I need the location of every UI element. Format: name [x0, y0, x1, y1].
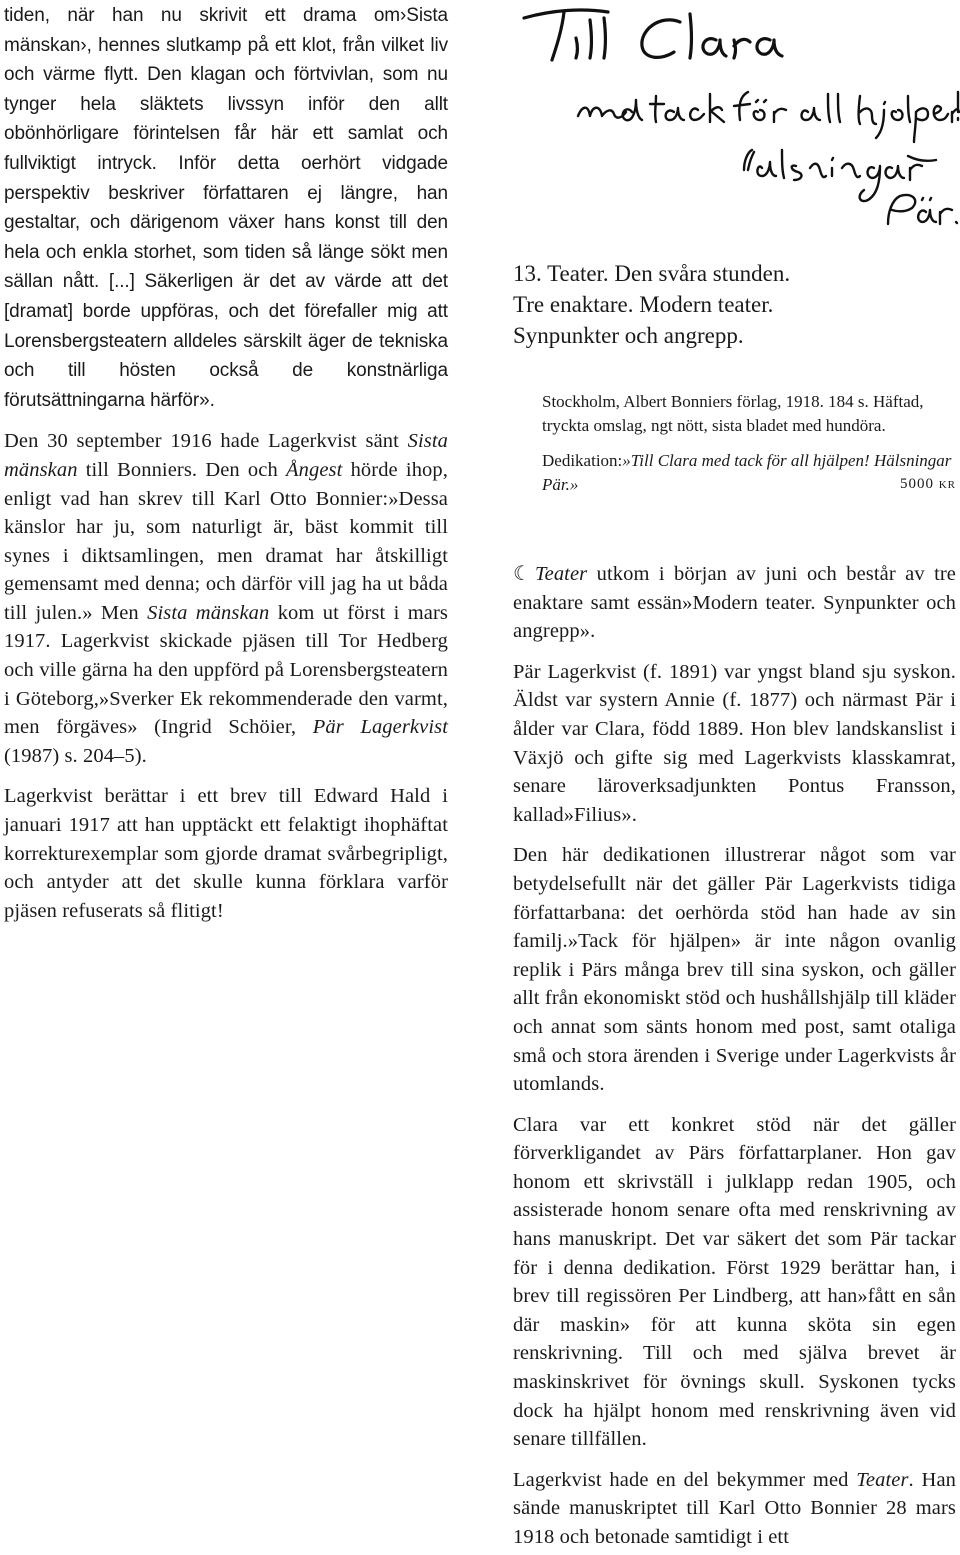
entry-title-line: Tre enaktare. Modern teater.: [513, 292, 774, 317]
title-italic: Sista mänskan: [147, 601, 270, 624]
body-paragraph: [4, 427, 448, 770]
body-paragraph: Lagerkvist berättar i ett brev till Edward Hald i januari 1917 att han upptäckt ett felaktigt ihophäftat korrekturexemplar som gjorde dramat svårbegripligt, och antyder att det skulle kunna förklara varför pjäsen refuserats så flitigt!: [4, 785, 448, 922]
entry-title: [513, 258, 953, 351]
text-run: utkom i början av juni och består av tre enaktare samt essän»Modern teater. Synpunkter och angrepp».: [513, 563, 956, 643]
quote-text-sans: tiden, när han nu skrivit ett drama om›Sista mänskan›, hennes slutkamp på ett klot, från vilket liv och värme flytt. Den klagan och förtvivlan, som nu tynger hela släktets livssyn inför den allt obönhörligare förintelsen får här ett samlat och fullviktigt intryck.: [4, 5, 448, 174]
title-italic: Teater: [856, 1468, 909, 1491]
note-paragraph: Clara var ett konkret stöd när det gäller förverkligandet av Pärs författarplaner. Hon gav honom ett skrivställ i julklapp redan 1905, och assisterade honom senare ofta med renskrivning av hans manuskript. Det var säkert det som Pär tackar för i denna dedikation. Först 1929 berättar han, i brev till regissören Per Lindberg, att han»fått en sån där maskin» för att kunna sköta sin egen renskrivning. Till och med själva brevet är maskinskrivet för övnings skull. Syskonen tycks dock ha hjälpt honom med renskrivning även vid senare tillfällen.: [513, 1113, 956, 1451]
dedication-label: Dedikation:: [542, 451, 623, 470]
title-italic: Teater: [535, 563, 588, 585]
title-italic: Pär Lagerkvist: [312, 716, 448, 739]
text-run: kom ut först i mars 1917. Lagerkvist skickade pjäsen till Tor Hedberg och ville gärna ha den uppförd på Lorensbergsteatern i Göteborg,»Sverker Ek rekommenderade den varmt, men förgäves» (Ingrid Schöier,: [4, 601, 448, 739]
text-run: Den 30 september 1916 hade Lagerkvist sänt: [4, 430, 408, 453]
text-run: hörde ihop, enligt vad han skrev till Karl Otto Bonnier:»Dessa känslor har ju, som naturligt är, bäst kommit till synes i diktsamlingen, men dramat har åtskilligt gemensamt med denna; och därför vill jag ha ut båda till julen.» Men: [4, 458, 448, 624]
note-paragraph: [513, 560, 956, 646]
text-run: (1987) s. 204–5).: [4, 744, 147, 767]
dedication-text: »Till Clara med tack för all hjälpen! Hälsningar Pär.»: [542, 451, 952, 494]
dedication-line: [542, 449, 956, 496]
moon-marker-icon: ☾: [513, 563, 532, 585]
quote-paragraph: [4, 1, 448, 415]
entry-details: [542, 390, 956, 496]
quote-text-sans-3: [...] Säkerligen är det av värde att det [dramat] borde uppföras, och det förefaller mig att Lorensbergsteatern alldeles särskilt äger de tekniska och till hösten också de konstnärliga förutsättningarna härför».: [4, 271, 448, 411]
note-paragraph: Den här dedikationen illustrerar något som var betydelsefullt när det gäller Pär Lagerkvists tidiga författarbana: det oerhörda stöd han hade av sin familj.»Tack för hjälpen» är inte någon ovanlig replik i Pärs många brev till sina syskon, och gäller allt från ekonomiskt stöd och hushållshjälp till kläder och annat som sänts honom med post, samt otaliga små och stora ärenden i Sverige under Lagerkvists år utomlands.: [513, 844, 956, 1096]
entry-title-line: 13. Teater. Den svåra stunden.: [513, 261, 791, 286]
handwritten-dedication-image: [512, 0, 960, 240]
note-paragraph: [513, 1466, 956, 1552]
text-run: till Bonniers. Den och: [77, 458, 286, 481]
entry-title-line: Synpunkter och angrepp.: [513, 323, 744, 348]
title-italic: Ångest: [286, 458, 343, 481]
notes-column: [513, 560, 956, 1552]
text-run: Lagerkvist hade en del bekymmer med: [513, 1468, 857, 1491]
text-run: . Han sände manuskriptet till Karl Otto Bonnier 28 mars 1918 och betonade samtidigt i ett: [513, 1468, 956, 1548]
price: 5000 kr: [899, 475, 956, 492]
title-italic: Sista mänskan: [4, 430, 448, 481]
note-paragraph: Pär Lagerkvist (f. 1891) var yngst bland sju syskon. Äldst var systern Annie (f. 1877) och närmast Pär i ålder var Clara, född 1889. Hon blev landskanslist i Växjö och gifte sig med Lagerkvists klasskamrat, senare läroverksadjunkten Pontus Fransson, kallad»Filius».: [513, 660, 956, 826]
quote-text-sans-2: Inför detta oerhört vidgade perspektiv beskriver författaren ej längre, han gestaltar, och därigenom växer hans konst till den hela och enkla storhet, som tiden så länge sökt men sällan nått.: [4, 152, 448, 293]
publisher-info: Stockholm, Albert Bonniers förlag, 1918. 184 s. Häftad, tryckta omslag, ngt nött, sista bladet med hundöra.: [542, 392, 924, 435]
left-column: [4, 0, 448, 925]
